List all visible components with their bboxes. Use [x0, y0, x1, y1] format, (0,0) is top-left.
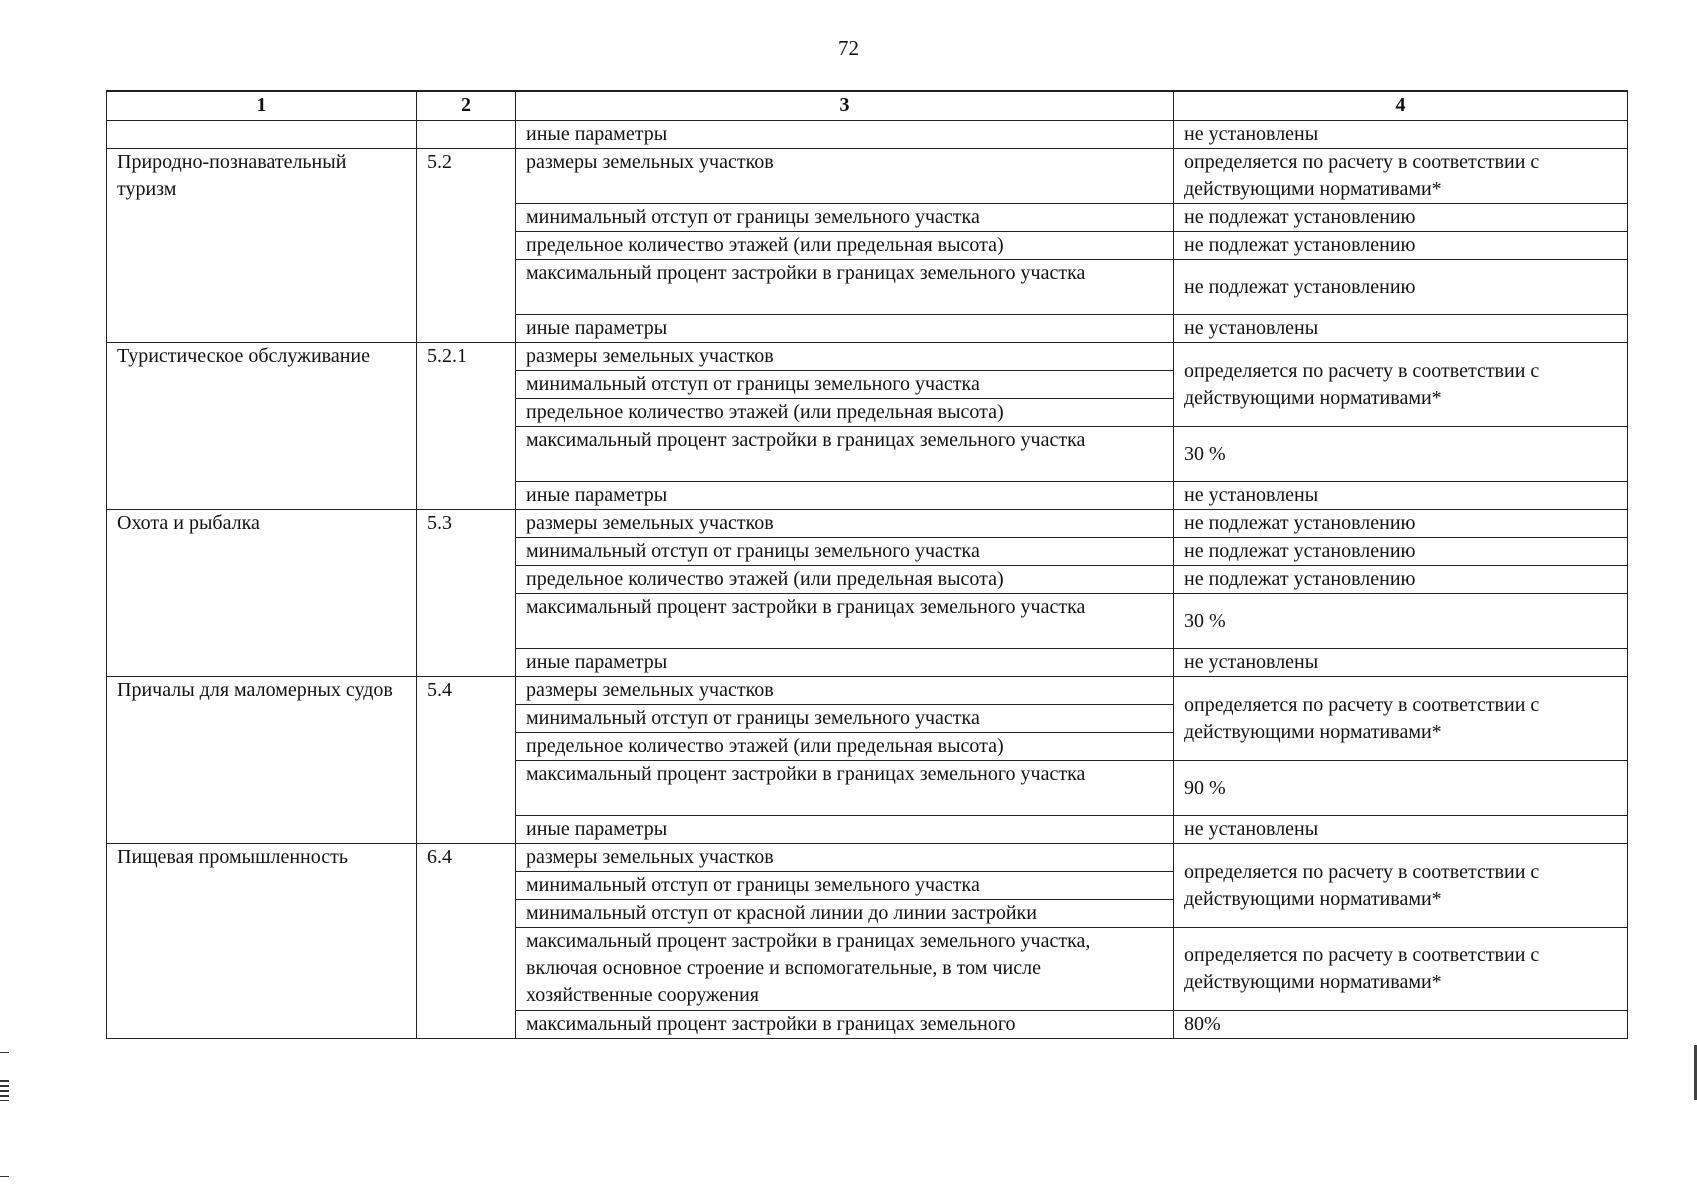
column-header-3: 3: [516, 91, 1174, 121]
parameter-cell: иные параметры: [516, 482, 1174, 510]
value-cell: не подлежат установлению: [1174, 232, 1628, 260]
value-cell: не подлежат установлению: [1174, 510, 1628, 538]
value-cell: не установлены: [1174, 816, 1628, 844]
parameter-cell: размеры земельных участков: [516, 677, 1174, 705]
parameter-cell: предельное количество этажей (или предельная высота): [516, 399, 1174, 427]
use-type-cell: Причалы для маломерных судов: [107, 677, 417, 844]
table-row: [107, 343, 1628, 371]
parameter-cell: предельное количество этажей (или предельная высота): [516, 232, 1174, 260]
value-cell: не подлежат установлению: [1174, 204, 1628, 232]
parameter-cell: максимальный процент застройки в границах земельного участка: [516, 260, 1174, 315]
parameter-cell: иные параметры: [516, 649, 1174, 677]
value-cell: определяется по расчету в соответствии с действующими нормативами*: [1174, 844, 1628, 928]
use-type-cell: Пищевая промышленность: [107, 844, 417, 1039]
parameter-cell: размеры земельных участков: [516, 343, 1174, 371]
value-cell: не установлены: [1174, 315, 1628, 343]
code-cell: 5.3: [417, 510, 516, 677]
parameter-cell: максимальный процент застройки в границах земельного участка: [516, 594, 1174, 649]
page-number: 72: [838, 36, 859, 60]
value-cell: 30 %: [1174, 594, 1628, 649]
value-cell: определяется по расчету в соответствии с действующими нормативами*: [1174, 343, 1628, 427]
use-type-cell: [107, 121, 417, 149]
parameter-cell: иные параметры: [516, 816, 1174, 844]
table-header-row: [107, 91, 1628, 121]
parameter-cell: максимальный процент застройки в границах земельного: [516, 1011, 1174, 1039]
parameter-cell: иные параметры: [516, 121, 1174, 149]
value-cell: определяется по расчету в соответствии с действующими нормативами*: [1174, 677, 1628, 761]
parameter-cell: минимальный отступ от красной линии до линии застройки: [516, 900, 1174, 928]
column-header-1: 1: [107, 91, 417, 121]
code-cell: 5.4: [417, 677, 516, 844]
table-row: [107, 121, 1628, 149]
parameter-cell: максимальный процент застройки в границах земельного участка: [516, 427, 1174, 482]
column-header-4: 4: [1174, 91, 1628, 121]
parameter-cell: максимальный процент застройки в границах земельного участка: [516, 761, 1174, 816]
table-row: [107, 677, 1628, 705]
value-cell: 80%: [1174, 1011, 1628, 1039]
value-cell: 90 %: [1174, 761, 1628, 816]
column-header-2: 2: [417, 91, 516, 121]
parameter-cell: минимальный отступ от границы земельного участка: [516, 538, 1174, 566]
table-row: [107, 844, 1628, 872]
parameter-cell: предельное количество этажей (или предельная высота): [516, 733, 1174, 761]
table-row: [107, 510, 1628, 538]
value-cell: не подлежат установлению: [1174, 538, 1628, 566]
parameter-cell: предельное количество этажей (или предельная высота): [516, 566, 1174, 594]
parameter-cell: минимальный отступ от границы земельного участка: [516, 371, 1174, 399]
value-cell: не установлены: [1174, 482, 1628, 510]
value-cell: не подлежат установлению: [1174, 566, 1628, 594]
parameter-cell: размеры земельных участков: [516, 844, 1174, 872]
value-cell: не установлены: [1174, 121, 1628, 149]
code-cell: [417, 121, 516, 149]
parameter-cell: минимальный отступ от границы земельного участка: [516, 872, 1174, 900]
parameter-cell: минимальный отступ от границы земельного участка: [516, 204, 1174, 232]
value-cell: не подлежат установлению: [1174, 260, 1628, 315]
table-row: [107, 149, 1628, 204]
use-type-cell: Природно-познавательный туризм: [107, 149, 417, 343]
code-cell: 6.4: [417, 844, 516, 1039]
parameter-cell: минимальный отступ от границы земельного участка: [516, 705, 1174, 733]
parameter-cell: размеры земельных участков: [516, 149, 1174, 204]
use-type-cell: Охота и рыбалка: [107, 510, 417, 677]
value-cell: 30 %: [1174, 427, 1628, 482]
use-type-cell: Туристическое обслуживание: [107, 343, 417, 510]
parameter-cell: иные параметры: [516, 315, 1174, 343]
scan-edge-marks: [0, 1040, 10, 1180]
land-use-parameters-table: [106, 90, 1628, 1039]
code-cell: 5.2: [417, 149, 516, 343]
value-cell: определяется по расчету в соответствии с действующими нормативами*: [1174, 928, 1628, 1011]
code-cell: 5.2.1: [417, 343, 516, 510]
parameter-cell: размеры земельных участков: [516, 510, 1174, 538]
value-cell: определяется по расчету в соответствии с действующими нормативами*: [1174, 149, 1628, 204]
parameter-cell: максимальный процент застройки в границах земельного участка, включая основное строение и вспомогательные, в том числе хозяйственные сооружения: [516, 928, 1174, 1011]
value-cell: не установлены: [1174, 649, 1628, 677]
